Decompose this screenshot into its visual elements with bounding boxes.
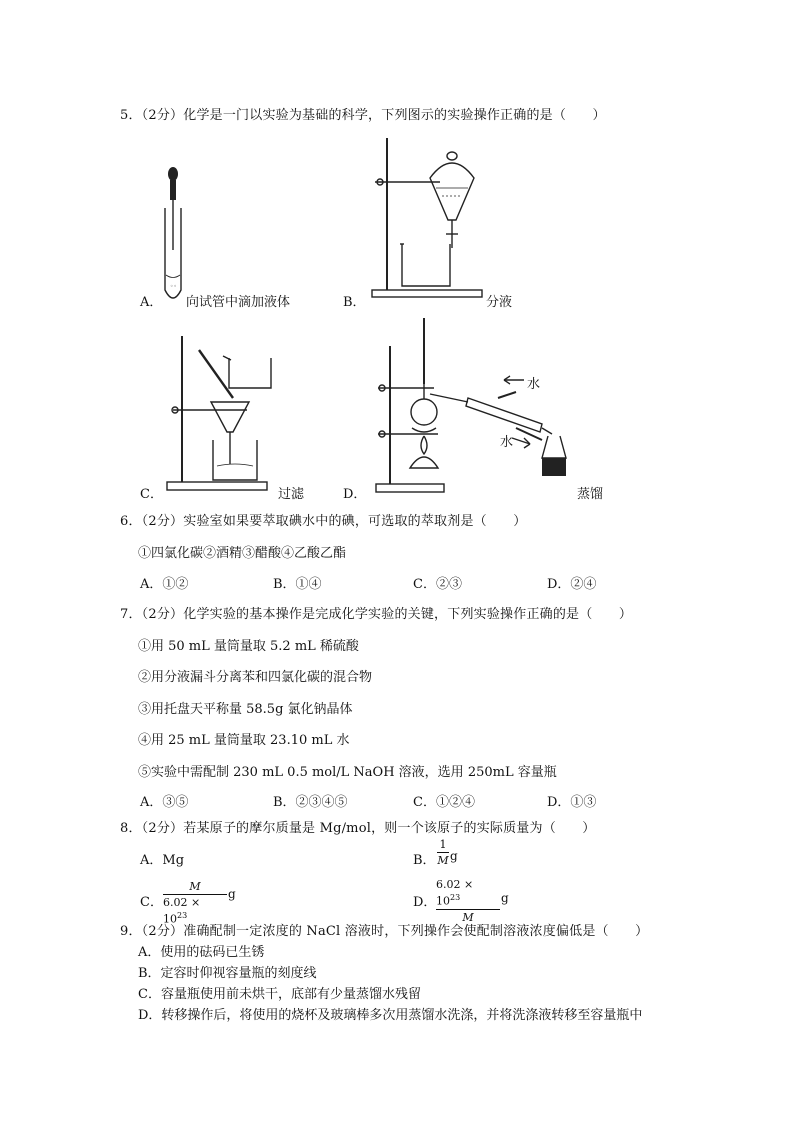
q8-option-d-fraction — [436, 878, 500, 924]
q7-item-3: ③用托盘天平称量 58.5g 氯化钠晶体 — [138, 702, 353, 717]
filtration-diagram — [165, 336, 280, 496]
q8-option-b-numerator: 1 — [439, 838, 447, 851]
q8-option-c-denominator-exponent: 23 — [177, 911, 188, 920]
q5-water-in-label: 水 — [527, 377, 541, 392]
q5-option-b-label: B． — [343, 295, 366, 310]
q8-option-d-denominator: M — [462, 910, 474, 924]
q8-option-c-numerator: M — [189, 880, 201, 893]
q8-option-c-unit: g — [228, 887, 236, 901]
q7-option-a: A．③⑤ — [140, 795, 189, 810]
q8-option-d-unit: g — [501, 891, 509, 905]
q8-option-d-numerator: 6.02 × 10 — [436, 878, 474, 908]
q6-stem: 6．（2分）实验室如果要萃取碘水中的碘，可选取的萃取剂是（ ） — [120, 514, 527, 529]
q5-option-c-label: C． — [140, 487, 163, 502]
q7-item-5: ⑤实验中需配制 230 mL 0.5 mol/L NaOH 溶液，选用 250mL 容量瓶 — [138, 765, 557, 780]
q6-option-a: A．①② — [140, 577, 189, 592]
q8-option-a: A．Mg — [140, 853, 185, 868]
q7-option-d: D．①③ — [547, 795, 597, 810]
q8-option-d-numerator-exponent: 23 — [450, 893, 461, 902]
q7-option-c: C．①②④ — [413, 795, 475, 810]
q8-option-c-denominator: 6.02 × 10 — [163, 896, 201, 926]
svg-text:◦◦: ◦◦ — [170, 283, 178, 290]
q5-option-a-label: A． — [140, 295, 163, 310]
q8-stem: 8．（2分）若某原子的摩尔质量是 Mg/mol，则一个该原子的实际质量为（ ） — [120, 821, 596, 836]
q9-option-d: D．转移操作后，将使用的烧杯及玻璃棒多次用蒸馏水洗涤，并将洗涤液转移至容量瓶中 — [138, 1008, 643, 1023]
q7-item-1: ①用 50 mL 量筒量取 5.2 mL 稀硫酸 — [138, 639, 359, 654]
q7-option-b: B．②③④⑤ — [273, 795, 348, 810]
q8-option-b-fraction — [437, 838, 449, 867]
separatory-funnel-diagram — [370, 138, 490, 303]
q6-option-d: D．②④ — [547, 577, 597, 592]
q6-option-b: B．①④ — [273, 577, 322, 592]
q8-option-c-fraction — [163, 880, 227, 926]
q9-stem: 9．（2分）准确配制一定浓度的 NaCl 溶液时，下列操作会使配制溶液浓度偏低是（ ） — [120, 924, 649, 939]
q6-list: ①四氯化碳②酒精③醋酸④乙酸乙酯 — [138, 546, 347, 561]
q8-option-d-label: D． — [413, 895, 437, 910]
q9-option-a: A．使用的砝码已生锈 — [138, 945, 265, 960]
test-tube-dropper-diagram — [155, 160, 195, 310]
q8-option-b-unit: g — [450, 849, 458, 863]
q8-option-b-denominator: M — [437, 854, 449, 867]
q7-item-2: ②用分液漏斗分离苯和四氯化碳的混合物 — [138, 670, 373, 685]
q5-option-d-label: D． — [343, 487, 367, 502]
q5-option-c-caption: 过滤 — [278, 487, 305, 502]
q8-option-c-label: C． — [140, 895, 163, 910]
q8-option-b-label: B． — [413, 853, 436, 868]
q6-option-c: C．②③ — [413, 577, 462, 592]
q5-stem: 5．（2分）化学是一门以实验为基础的科学，下列图示的实验操作正确的是（ ） — [120, 108, 606, 123]
q9-option-b: B．定容时仰视容量瓶的刻度线 — [138, 966, 317, 981]
q7-stem: 7．（2分）化学实验的基本操作是完成化学实验的关键，下列实验操作正确的是（ ） — [120, 607, 633, 622]
q5-option-a-caption: 向试管中滴加液体 — [186, 295, 291, 310]
q5-option-b-caption: 分液 — [486, 295, 513, 310]
q5-option-d-caption: 蒸馏 — [577, 487, 604, 502]
q7-item-4: ④用 25 mL 量筒量取 23.10 mL 水 — [138, 733, 350, 748]
q5-water-out-label: 水 — [500, 435, 514, 450]
q9-option-c: C．容量瓶使用前未烘干，底部有少量蒸馏水残留 — [138, 987, 421, 1002]
distillation-diagram — [372, 318, 572, 498]
